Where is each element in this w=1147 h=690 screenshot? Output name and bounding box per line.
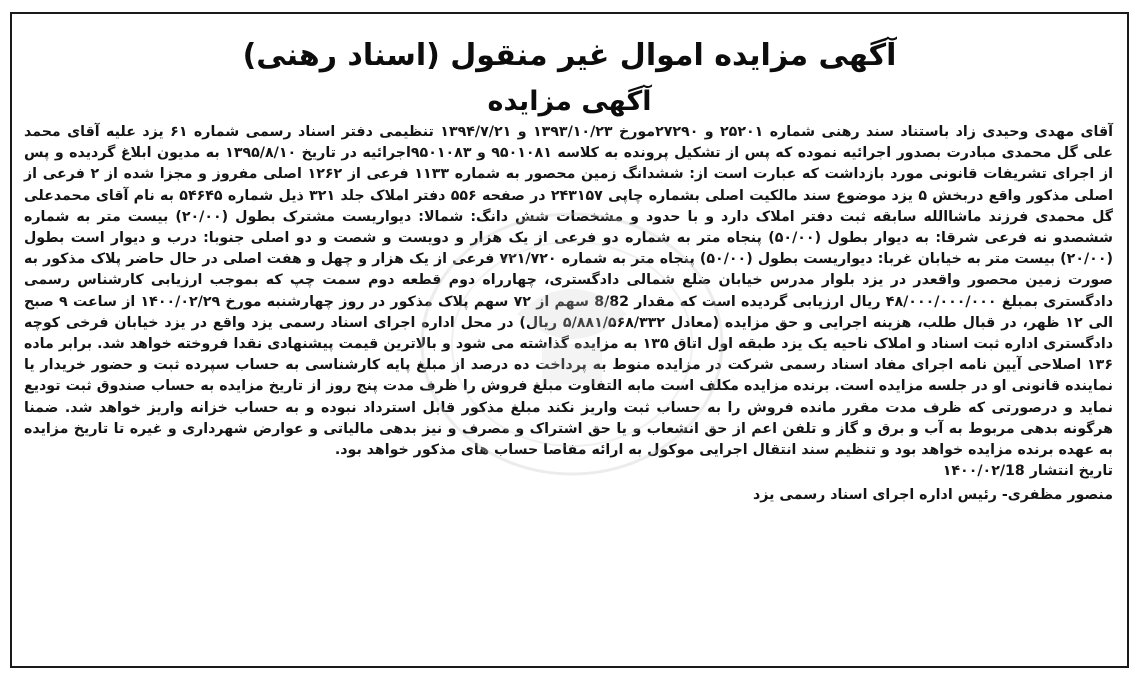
notice-body: آقای مهدی وحیدی زاد باستناد سند رهنی شماره ۲۵۲۰۱ و ۲۷۲۹۰مورخ ۱۳۹۳/۱۰/۲۳ و ۱۳۹۴/۷/۲۱ تنظیمی دفتر اسناد رسمی شماره ۶۱ یزد علیه آقای محمد علی گل محمدی مبادرت بصدور اجرائیه نموده که پس از تشکیل پرونده به کلاسه ۹۵۰۱۰۸۱ و ۹۵۰۱۰۸۳اجرائیه در تاریخ ۱۳۹۵/۸/۱۰ به مدیون ابلاغ گردیده و پس از اجرای تشریفات قانونی مورد بازداشت که عبارت است از: ششدانگ زمین محصور به شماره ۱۱۳۳ فرعی از ۱۲۶۲ اصلی مفروز و مجزا شده از ۲ فرعی از اصلی مذکور واقع دربخش ۵ یزد موضوع سند مالکیت اصلی بشماره چاپی ۲۴۳۱۵۷ در صفحه ۵۵۶ دفتر املاک جلد ۳۲۱ ذیل شماره ۵۴۶۴۵ به نام آقای محمدعلی گل محمدی فرزند ماشاالله سابقه ثبت دفتر املاک دارد و با حدود و مشخصات شش دانگ: شمالا: دیواریست مشترک بطول (۲۰/۰۰) بیست متر به شماره ششصدو نه فرعی شرقا: به دیوار بطول (۵۰/۰۰) پنجاه متر به شماره دو فرعی از یک هزار و دویست و شصت و دو اصلی جنوبا: درب و دیوار است بطول (۲۰/۰۰) بیست متر به خیابان غربا: دیواریست بطول (۵۰/۰۰) پنجاه متر به شماره ۷۲۱/۷۲۰ فرعی از یک هزار و چهل و هفت اصلی در حال حاضر پلاک مذکور به صورت زمین محصور واقعدر در یزد بلوار مدرس خیابان ضلع شمالی دادگستری، چهارراه دوم قطعه دوم سمت چپ که بموجب ارزیابی کارشناس رسمی دادگستری بمبلغ ۴۸/۰۰۰/۰۰۰/۰۰۰ ریال ارزیابی گردیده است که مقدار 8/82 سهم از ۷۲ سهم پلاک مذکور در روز چهارشنبه مورخ ۱۴۰۰/۰۲/۲۹ از ساعت ۹ صبح الی ۱۲ ظهر، در قبال طلب، هزینه اجرایی و حق مزایده (معادل ۵/۸۸۱/۵۶۸/۳۳۲ ریال) در محل اداره اجرای اسناد رسمی یزد واقع در یزد خیابان فرخی کوچه دادگستری اداره ثبت اسناد و املاک ناحیه یک یزد طبقه اول اتاق ۱۳۵ به مزایده گذاشته می شود و بالاترین قیمت پیشنهادی نقدا فروخته خواهد شد. برابر ماده ۱۳۶ اصلاحی آیین نامه اجرای مفاد اسناد رسمی شرکت در مزایده منوط به پرداخت ده درصد از مبلغ پایه کارشناسی به حساب سپرده ثبت و حضور خریدار یا نماینده قانونی او در جلسه مزایده است. برنده مزایده مکلف است مابه التفاوت مبلغ فروش را ظرف مدت پنج روز از تاریخ مزایده به حساب صندوق ثبت تودیع نماید و درصورتی که ظرف مدت مقرر مانده فروش را به حساب ثبت واریز نکند مبلغ مذکور قابل استرداد نبوده و به حساب خزانه واریز خواهد شد. ضمنا هرگونه بدهی مربوط به آب و برق و گاز و تلفن اعم از حق انشعاب و یا حق اشتراک و مصرف و نیز بدهی مالیاتی و عوارض شهرداری و غیره تا تاریخ مزایده به عهده برنده مزایده خواهد بود و تنظیم سند انتقال اجرایی موکول به ارائه مفاصا حساب های مذکور خواهد بود. [24, 124, 1114, 459]
notice-title: آگهی مزایده اموال غیر منقول (اسناد رهنی) [242, 38, 897, 73]
publication-line [12, 461, 1127, 482]
auction-notice [10, 12, 1129, 668]
notice-subtitle: آگهی مزایده [487, 86, 652, 117]
publication-date: ۱۴۰۰/۰۲/18 [942, 463, 1025, 480]
publication-label: تاریخ انتشار [1029, 463, 1113, 480]
signature-line: منصور مظفری- رئیس اداره اجرای اسناد رسمی یزد [752, 487, 1113, 504]
